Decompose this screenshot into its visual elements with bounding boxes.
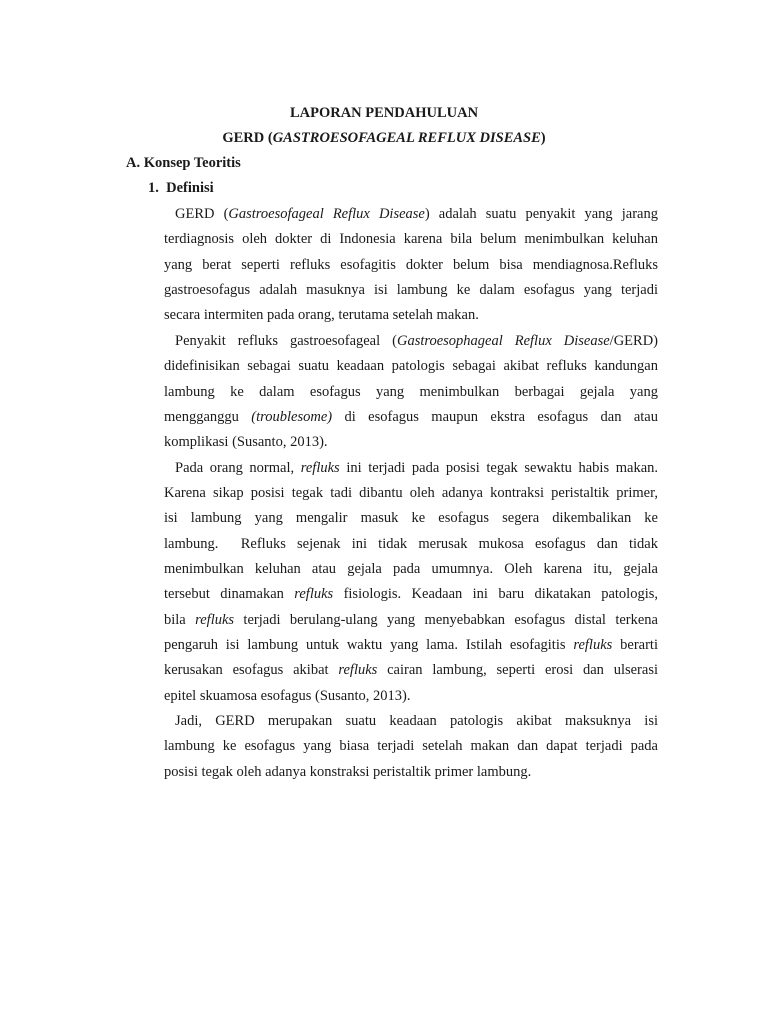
text-run: ini terjadi pada posisi tegak sewaktu habis makan.: [339, 459, 659, 476]
italic-term: refluks: [338, 662, 378, 679]
paragraph-1-line-3: [164, 256, 658, 274]
paragraph-4-line-3: [164, 763, 658, 781]
text-run: GERD (: [175, 206, 229, 222]
text-run: epitel skuamosa esofagus (Susanto, 2013).: [164, 687, 411, 704]
paragraph-3-line-9: [164, 661, 658, 679]
paragraph-4-line-1: [175, 712, 658, 730]
text-run: menimbulkan keluhan atau gejala pada umumnya. Oleh karena itu, gejala: [164, 560, 658, 577]
text-run: cairan lambung, seperti erosi dan ulserasi: [377, 662, 658, 679]
text-run: ) adalah suatu penyakit yang jarang: [424, 206, 658, 222]
paragraph-3-line-7: [164, 611, 658, 629]
subsection-heading: 1. Definisi: [148, 180, 214, 196]
text-run: lambung ke esofagus yang biasa terjadi setelah makan dan dapat terjadi pada: [164, 738, 658, 755]
text-run: terjadi berulang-ulang yang menyebabkan esofagus distal terkena: [234, 611, 658, 628]
text-run: posisi tegak oleh adanya konstraksi peristaltik primer lambung.: [164, 763, 532, 780]
text-run: berarti: [612, 637, 658, 653]
text-run: Penyakit refluks gastroesofageal (: [175, 332, 397, 349]
text-run: lambung ke dalam esofagus yang menimbulkan berbagai gejala yang: [164, 383, 658, 400]
text-run: komplikasi (Susanto, 2013).: [164, 434, 328, 451]
italic-term: Gastroesofageal Reflux Disease: [228, 206, 425, 222]
paragraph-1-line-2: [164, 230, 658, 248]
paragraph-3-line-8: [164, 636, 658, 654]
text-run: secara intermiten pada orang, terutama setelah makan.: [164, 307, 479, 324]
paragraph-1-line-4: [164, 281, 658, 299]
section-heading: A. Konsep Teoritis: [126, 155, 241, 171]
document-subtitle: [0, 129, 768, 147]
paragraph-3-line-5: [164, 560, 658, 578]
italic-term: (troublesome): [251, 408, 333, 425]
text-run: Pada orang normal,: [175, 459, 301, 476]
italic-term: Gastroesophageal Reflux Disease: [396, 332, 610, 349]
paragraph-2-line-3: [164, 383, 658, 401]
title-line-2-suffix: ): [540, 130, 546, 146]
text-run: didefinisikan sebagai suatu keadaan patologis sebagai akibat refluks kandungan: [164, 358, 658, 375]
text-run: mengganggu: [164, 408, 252, 425]
paragraph-2-line-4: [164, 408, 658, 426]
paragraph-3-line-1: [175, 459, 658, 477]
text-run: fisiologis. Keadaan ini baru dikatakan patologis,: [333, 586, 658, 603]
text-run: Jadi, GERD merupakan suatu keadaan patologis akibat maksuknya isi: [175, 713, 658, 729]
text-run: /GERD): [609, 332, 659, 349]
paragraph-4-line-2: [164, 737, 658, 755]
text-run: tersebut dinamakan: [164, 586, 295, 603]
paragraph-2-line-2: [164, 357, 658, 375]
text-run: yang berat seperti refluks esofagitis dokter belum bisa mendiagnosa.Refluks: [164, 256, 658, 273]
text-run: pengaruh isi lambung untuk waktu yang lama. Istilah esofagitis: [164, 637, 574, 653]
paragraph-3-line-6: [164, 585, 658, 603]
text-run: Karena sikap posisi tegak tadi dibantu oleh adanya kontraksi peristaltik primer,: [164, 484, 658, 501]
text-run: kerusakan esofagus akibat: [164, 662, 339, 679]
paragraph-3-line-4: [164, 535, 658, 553]
title-line-2-prefix: GERD (: [222, 130, 273, 146]
paragraph-3-line-10: [164, 687, 658, 705]
document-title: [0, 104, 768, 122]
paragraph-1-line-1: [175, 205, 658, 223]
italic-term: refluks: [294, 586, 334, 603]
title-line-2-italic: GASTROESOFAGEAL REFLUX DISEASE: [272, 130, 541, 146]
text-run: gastroesofagus adalah masuknya isi lambung ke dalam esofagus yang terjadi: [164, 282, 658, 299]
italic-term: refluks: [573, 637, 613, 653]
text-run: terdiagnosis oleh dokter di Indonesia karena bila belum menimbulkan keluhan: [164, 231, 658, 248]
text-run: isi lambung yang mengalir masuk ke esofagus segera dikembalikan ke: [164, 510, 658, 527]
paragraph-3-line-2: [164, 484, 658, 502]
paragraph-1-line-5: [164, 306, 658, 324]
text-run: bila: [164, 611, 196, 628]
paragraph-2-line-1: [175, 332, 658, 350]
italic-term: refluks: [195, 611, 235, 628]
paragraph-3-line-3: [164, 509, 658, 527]
title-line-1: LAPORAN PENDAHULUAN: [289, 105, 479, 121]
text-run: di esofagus maupun ekstra esofagus dan atau: [332, 408, 658, 425]
paragraph-2-line-5: [164, 433, 658, 451]
text-run: lambung. Refluks sejenak ini tidak merusak mukosa esofagus dan tidak: [164, 535, 658, 552]
italic-term: refluks: [300, 459, 340, 476]
